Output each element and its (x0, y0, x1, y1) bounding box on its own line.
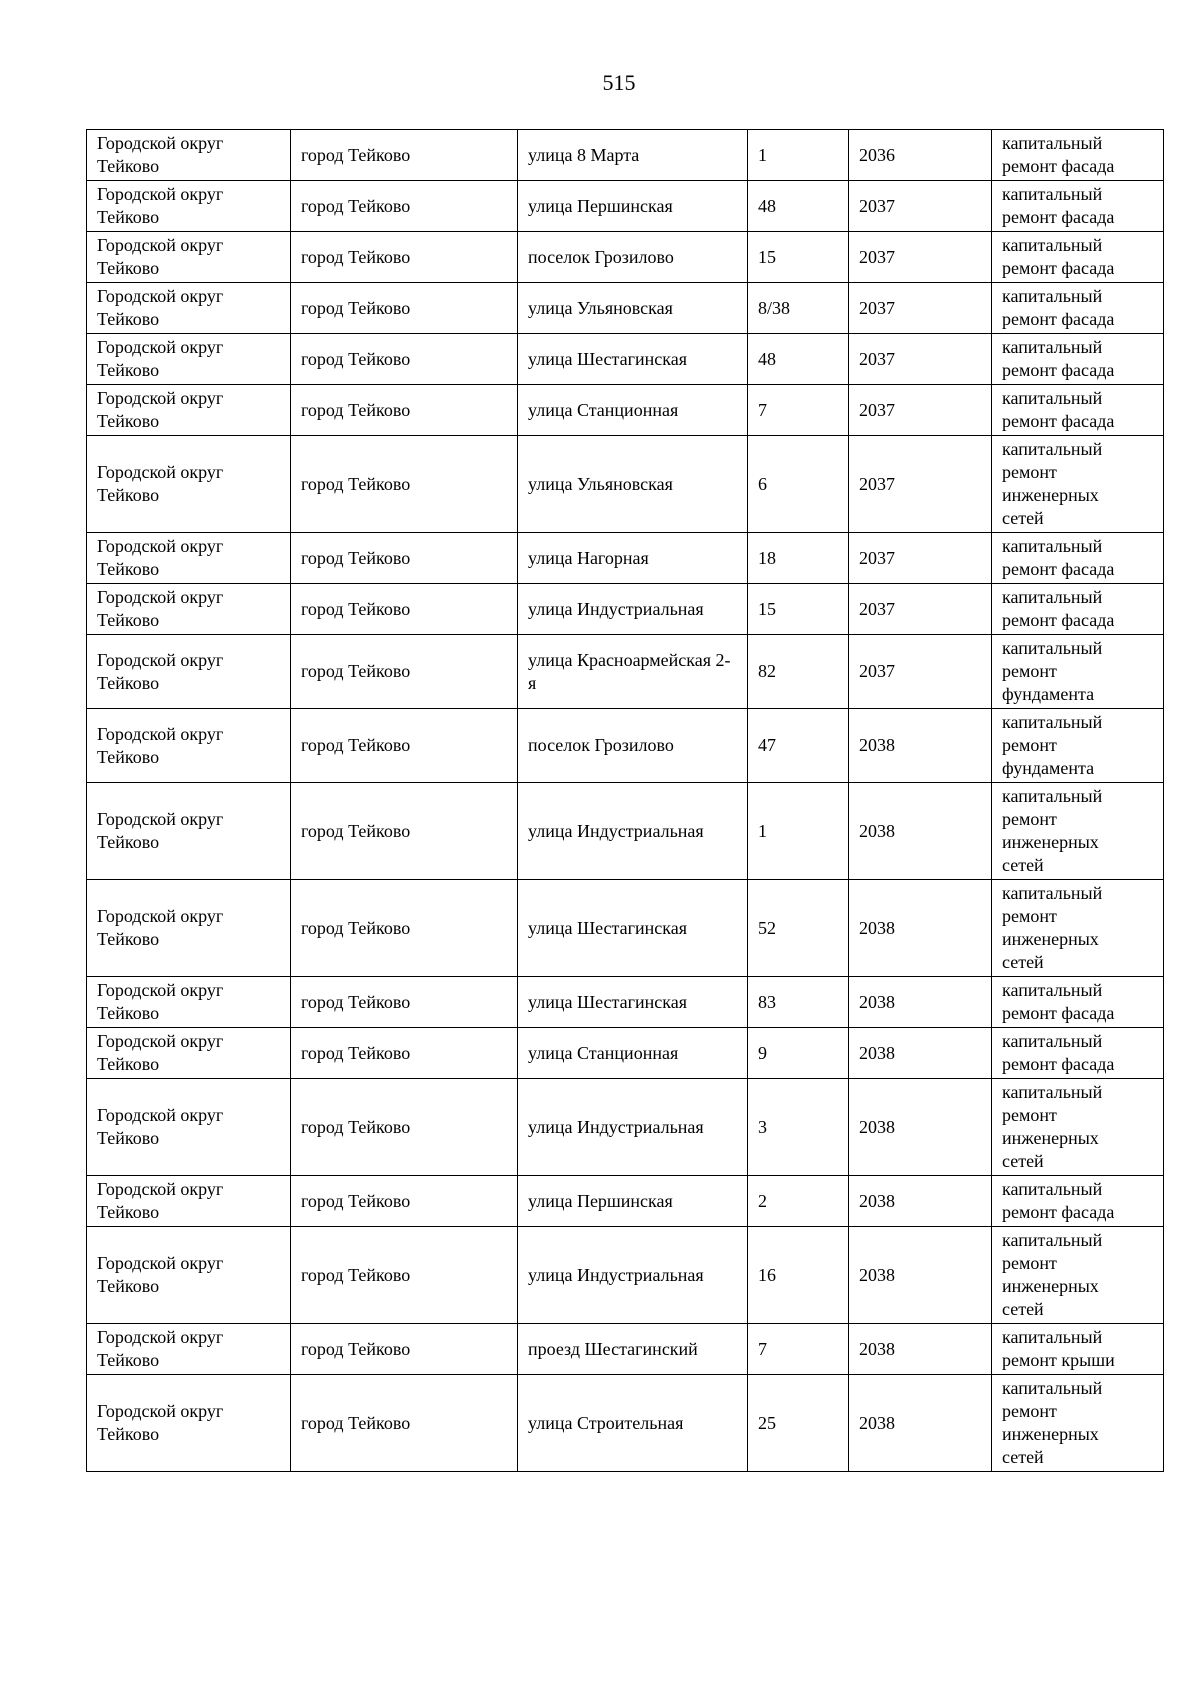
year-cell: 2038 (849, 1227, 992, 1324)
house-number-cell: 1 (748, 130, 849, 181)
year-cell: 2037 (849, 232, 992, 283)
district-cell: Городской округ Тейково (87, 385, 291, 436)
street-cell: улица Нагорная (518, 533, 748, 584)
table-row (87, 533, 1164, 584)
work-type-cell: капитальный ремонт фасада (992, 977, 1164, 1028)
street-cell: улица Индустриальная (518, 1227, 748, 1324)
house-number-cell: 47 (748, 709, 849, 783)
work-type-cell: капитальный ремонт фасада (992, 1176, 1164, 1227)
house-number-cell: 2 (748, 1176, 849, 1227)
year-cell: 2037 (849, 436, 992, 533)
city-cell: город Тейково (291, 584, 518, 635)
house-number-cell: 82 (748, 635, 849, 709)
table-row (87, 1324, 1164, 1375)
street-cell: улица Шестагинская (518, 880, 748, 977)
city-cell: город Тейково (291, 1227, 518, 1324)
table-body (87, 130, 1164, 1472)
city-cell: город Тейково (291, 1375, 518, 1472)
house-number-cell: 15 (748, 232, 849, 283)
street-cell: улица Ульяновская (518, 436, 748, 533)
house-number-cell: 25 (748, 1375, 849, 1472)
table-row (87, 1375, 1164, 1472)
street-cell: улица Индустриальная (518, 783, 748, 880)
house-number-cell: 83 (748, 977, 849, 1028)
street-cell: поселок Грозилово (518, 709, 748, 783)
table-row (87, 385, 1164, 436)
house-number-cell: 48 (748, 334, 849, 385)
year-cell: 2037 (849, 385, 992, 436)
work-type-cell: капитальный ремонт фасада (992, 181, 1164, 232)
table-row (87, 130, 1164, 181)
street-cell: улица Строительная (518, 1375, 748, 1472)
year-cell: 2038 (849, 783, 992, 880)
table-row (87, 880, 1164, 977)
work-type-cell: капитальный ремонт фасада (992, 334, 1164, 385)
work-type-cell: капитальный ремонт инженерных сетей (992, 436, 1164, 533)
work-type-cell: капитальный ремонт инженерных сетей (992, 1227, 1164, 1324)
house-number-cell: 7 (748, 1324, 849, 1375)
street-cell: улица Першинская (518, 1176, 748, 1227)
year-cell: 2037 (849, 283, 992, 334)
repair-schedule-table (86, 129, 1164, 1472)
house-number-cell: 48 (748, 181, 849, 232)
work-type-cell: капитальный ремонт фасада (992, 232, 1164, 283)
work-type-cell: капитальный ремонт фундамента (992, 709, 1164, 783)
city-cell: город Тейково (291, 1028, 518, 1079)
city-cell: город Тейково (291, 709, 518, 783)
street-cell: улица Станционная (518, 385, 748, 436)
district-cell: Городской округ Тейково (87, 1028, 291, 1079)
year-cell: 2038 (849, 1079, 992, 1176)
table-row (87, 635, 1164, 709)
city-cell: город Тейково (291, 880, 518, 977)
table-row (87, 283, 1164, 334)
table-row (87, 783, 1164, 880)
year-cell: 2037 (849, 635, 992, 709)
street-cell: улица Индустриальная (518, 1079, 748, 1176)
year-cell: 2038 (849, 1028, 992, 1079)
street-cell: улица Индустриальная (518, 584, 748, 635)
city-cell: город Тейково (291, 1176, 518, 1227)
house-number-cell: 9 (748, 1028, 849, 1079)
street-cell: улица 8 Марта (518, 130, 748, 181)
work-type-cell: капитальный ремонт фасада (992, 130, 1164, 181)
district-cell: Городской округ Тейково (87, 977, 291, 1028)
district-cell: Городской округ Тейково (87, 1324, 291, 1375)
street-cell: поселок Грозилово (518, 232, 748, 283)
year-cell: 2037 (849, 533, 992, 584)
year-cell: 2038 (849, 977, 992, 1028)
work-type-cell: капитальный ремонт фасада (992, 1028, 1164, 1079)
work-type-cell: капитальный ремонт инженерных сетей (992, 1375, 1164, 1472)
table-row (87, 181, 1164, 232)
house-number-cell: 6 (748, 436, 849, 533)
house-number-cell: 1 (748, 783, 849, 880)
work-type-cell: капитальный ремонт фасада (992, 385, 1164, 436)
city-cell: город Тейково (291, 130, 518, 181)
table-row (87, 436, 1164, 533)
work-type-cell: капитальный ремонт фасада (992, 533, 1164, 584)
district-cell: Городской округ Тейково (87, 1176, 291, 1227)
district-cell: Городской округ Тейково (87, 181, 291, 232)
work-type-cell: капитальный ремонт фундамента (992, 635, 1164, 709)
district-cell: Городской округ Тейково (87, 709, 291, 783)
city-cell: город Тейково (291, 635, 518, 709)
year-cell: 2037 (849, 584, 992, 635)
year-cell: 2038 (849, 880, 992, 977)
work-type-cell: капитальный ремонт инженерных сетей (992, 783, 1164, 880)
city-cell: город Тейково (291, 232, 518, 283)
city-cell: город Тейково (291, 1324, 518, 1375)
work-type-cell: капитальный ремонт крыши (992, 1324, 1164, 1375)
district-cell: Городской округ Тейково (87, 1227, 291, 1324)
house-number-cell: 8/38 (748, 283, 849, 334)
district-cell: Городской округ Тейково (87, 783, 291, 880)
house-number-cell: 16 (748, 1227, 849, 1324)
city-cell: город Тейково (291, 783, 518, 880)
page-number: 515 (602, 70, 636, 95)
street-cell: улица Ульяновская (518, 283, 748, 334)
house-number-cell: 7 (748, 385, 849, 436)
city-cell: город Тейково (291, 436, 518, 533)
city-cell: город Тейково (291, 181, 518, 232)
city-cell: город Тейково (291, 1079, 518, 1176)
work-type-cell: капитальный ремонт инженерных сетей (992, 1079, 1164, 1176)
district-cell: Городской округ Тейково (87, 533, 291, 584)
city-cell: город Тейково (291, 283, 518, 334)
work-type-cell: капитальный ремонт фасада (992, 584, 1164, 635)
district-cell: Городской округ Тейково (87, 880, 291, 977)
district-cell: Городской округ Тейково (87, 334, 291, 385)
table-row (87, 1028, 1164, 1079)
year-cell: 2038 (849, 709, 992, 783)
district-cell: Городской округ Тейково (87, 584, 291, 635)
table-row (87, 584, 1164, 635)
city-cell: город Тейково (291, 385, 518, 436)
house-number-cell: 18 (748, 533, 849, 584)
year-cell: 2037 (849, 181, 992, 232)
district-cell: Городской округ Тейково (87, 232, 291, 283)
work-type-cell: капитальный ремонт инженерных сетей (992, 880, 1164, 977)
table-row (87, 232, 1164, 283)
year-cell: 2036 (849, 130, 992, 181)
year-cell: 2038 (849, 1324, 992, 1375)
district-cell: Городской округ Тейково (87, 1079, 291, 1176)
house-number-cell: 15 (748, 584, 849, 635)
house-number-cell: 3 (748, 1079, 849, 1176)
district-cell: Городской округ Тейково (87, 436, 291, 533)
year-cell: 2038 (849, 1176, 992, 1227)
house-number-cell: 52 (748, 880, 849, 977)
table-row (87, 709, 1164, 783)
city-cell: город Тейково (291, 334, 518, 385)
table-row (87, 1176, 1164, 1227)
work-type-cell: капитальный ремонт фасада (992, 283, 1164, 334)
city-cell: город Тейково (291, 977, 518, 1028)
year-cell: 2037 (849, 334, 992, 385)
district-cell: Городской округ Тейково (87, 635, 291, 709)
street-cell: проезд Шестагинский (518, 1324, 748, 1375)
city-cell: город Тейково (291, 533, 518, 584)
street-cell: улица Першинская (518, 181, 748, 232)
street-cell: улица Шестагинская (518, 334, 748, 385)
street-cell: улица Красноармейская 2-я (518, 635, 748, 709)
district-cell: Городской округ Тейково (87, 130, 291, 181)
street-cell: улица Станционная (518, 1028, 748, 1079)
table-row (87, 977, 1164, 1028)
district-cell: Городской округ Тейково (87, 1375, 291, 1472)
district-cell: Городской округ Тейково (87, 283, 291, 334)
street-cell: улица Шестагинская (518, 977, 748, 1028)
table-row (87, 334, 1164, 385)
table-row (87, 1079, 1164, 1176)
year-cell: 2038 (849, 1375, 992, 1472)
table-row (87, 1227, 1164, 1324)
